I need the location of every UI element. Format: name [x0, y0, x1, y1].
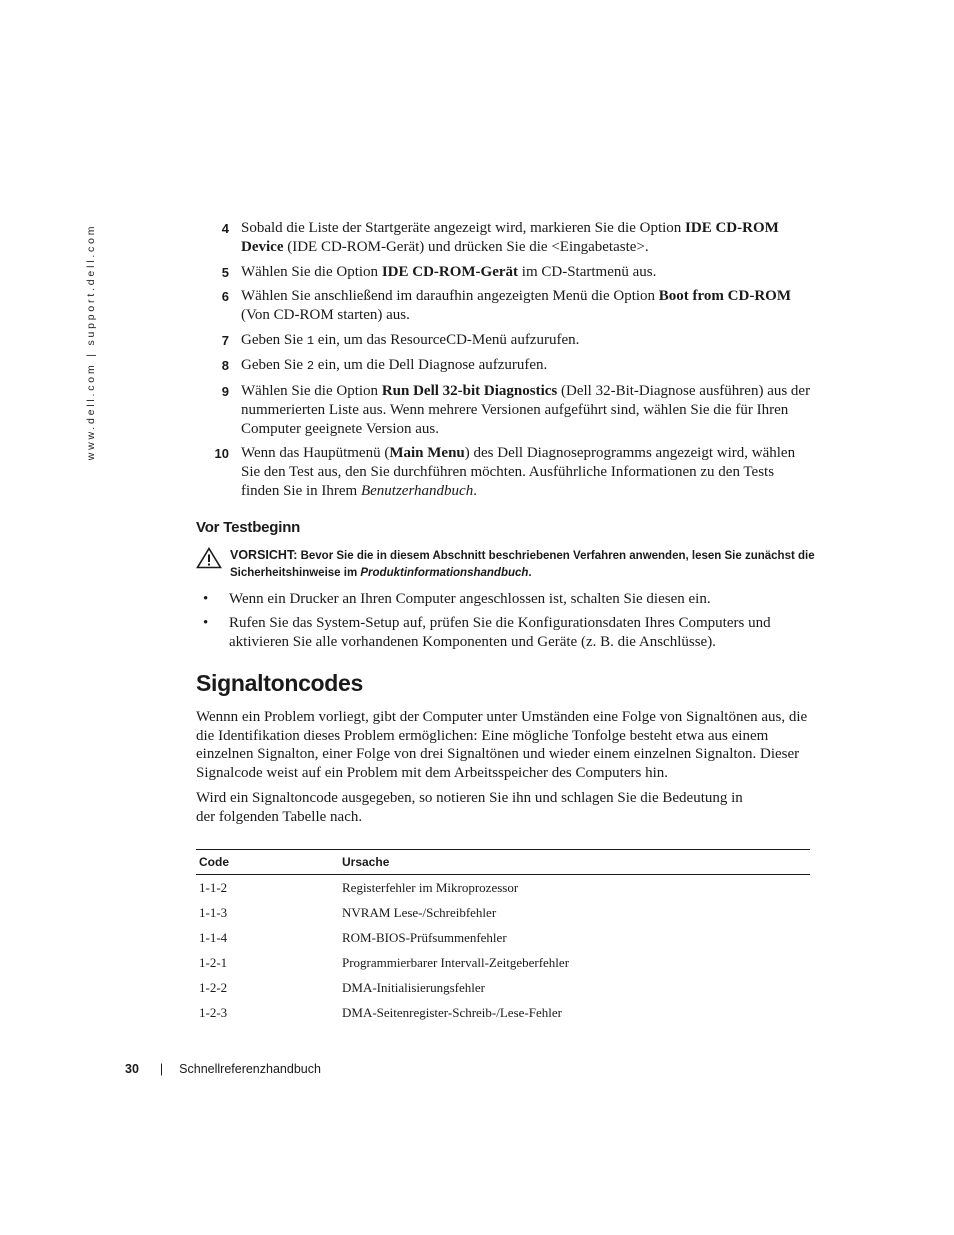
step-option-name: Main Menu	[389, 445, 465, 461]
caution-body: Bevor Sie die in diesem Abschnitt beschriebenen Verfahren anwenden, lesen Sie zunächst die Sicherheitshinweise im	[230, 550, 815, 579]
step-item	[196, 382, 816, 439]
step-text	[229, 263, 816, 282]
bullet-item	[196, 590, 816, 609]
table-row	[196, 875, 810, 901]
step-number	[196, 331, 229, 351]
section-heading: Vor Testbeginn	[196, 519, 301, 536]
warning-triangle-icon	[196, 547, 224, 581]
intro-paragraph: Wennn ein Problem vorliegt, gibt der Computer unter Umständen eine Folge von Signaltönen aus, die die Identifikation dieses Problem ermöglichen: Eine mögliche Tonfolge besteht etwa aus einem einzelnen Signalton, einer Folge von drei Signaltönen und wieder einem einzelnen Signalton. Dieser Signalcode weist auf ein Problem mit dem Arbeitsspeicher des Computers hin.	[196, 709, 808, 781]
step-option-name: Run Dell 32-bit Diagnostics	[381, 382, 558, 399]
caution-label: VORSICHT:	[230, 548, 298, 562]
step-number	[196, 263, 229, 282]
footer-separator: |	[159, 1062, 164, 1076]
step-text-part: (Dell 32-Bit-Diagnose ausführen) aus der nummerierten Liste aus. Wenn mehrere Versionen aufgeführt sind, wählen Sie die für Ihren Computer geeignete Version aus.	[241, 382, 811, 437]
table-row	[196, 1000, 810, 1025]
step-option-name: Boot from CD-ROM	[658, 288, 791, 304]
step-text-part: (IDE CD-ROM-Gerät) und drücken Sie die <Eingabetaste>.	[283, 239, 649, 255]
step-item	[196, 444, 816, 501]
step-number	[196, 356, 229, 376]
step-text-part: Geben Sie	[241, 357, 307, 373]
step-text-part: Wenn das Haupütmenü (	[241, 445, 390, 461]
cell-cause: DMA-Seitenregister-Schreib-/Lese-Fehler	[342, 1004, 562, 1020]
step-number	[196, 219, 229, 257]
table-header-row	[196, 850, 810, 875]
cell-code: 1-2-1	[199, 954, 228, 970]
step-number-text: 5	[221, 264, 229, 280]
step-number	[196, 287, 229, 325]
caution-reference: Produktinformationshandbuch	[360, 566, 529, 579]
step-number	[196, 444, 229, 501]
step-text-part: .	[473, 483, 477, 499]
step-item	[196, 356, 816, 376]
cell-cause: ROM-BIOS-Prüfsummenfehler	[342, 929, 507, 945]
bullet-list	[196, 590, 816, 657]
table-row	[196, 900, 810, 925]
table-row	[196, 975, 810, 1000]
step-text-part: Geben Sie	[241, 331, 307, 348]
page-footer	[125, 1062, 321, 1076]
step-number-text: 4	[221, 221, 229, 236]
bullet-text: Rufen Sie das System-Setup auf, prüfen Sie die Konfigurationsdaten Ihres Computers und aktivieren Sie alle vorhandenen Komponenten und Geräte (z. B. die Anschlüsse).	[229, 615, 771, 650]
step-item	[196, 287, 816, 325]
cell-cause: NVRAM Lese-/Schreibfehler	[342, 904, 497, 920]
step-text-part: ein, um das ResourceCD-Menü aufzurufen.	[314, 331, 580, 348]
bullet-dot: •	[203, 615, 209, 631]
cell-code: 1-2-3	[199, 1004, 228, 1020]
step-option-name: IDE CD-ROM Device	[241, 220, 779, 255]
step-text-part: ) des Dell Diagnoseprogramms angezeigt wird, wählen Sie den Test aus, den Sie durchführen möchten. Ausführliche Informationen zu den Tests finden Sie in Ihrem	[241, 445, 796, 499]
step-text	[229, 219, 816, 257]
step-text	[229, 444, 816, 501]
step-key-input: 2	[306, 359, 315, 373]
caution-notice	[196, 547, 816, 581]
step-list	[196, 219, 816, 507]
caution-end: .	[528, 566, 532, 579]
step-book-ref: Benutzerhandbuch	[360, 483, 474, 499]
cell-code: 1-1-4	[199, 929, 228, 945]
step-text	[229, 331, 816, 351]
beep-code-table	[196, 849, 810, 1025]
bullet-item	[196, 614, 816, 652]
step-number-text: 8	[221, 358, 229, 373]
step-text	[229, 287, 816, 325]
cell-code: 1-1-2	[199, 879, 228, 895]
sidebar-url-text: www.dell.com | support.dell.com	[85, 223, 97, 461]
table-row	[196, 950, 810, 975]
step-text	[229, 382, 816, 439]
step-item	[196, 263, 816, 282]
step-text-part: Wählen Sie anschließend im daraufhin angezeigten Menü die Option	[241, 288, 659, 304]
step-number	[196, 382, 229, 439]
main-heading: Signaltoncodes	[196, 670, 364, 696]
table-intro-paragraph: Wird ein Signaltoncode ausgegeben, so notieren Sie ihn und schlagen Sie die Bedeutung in der folgenden Tabelle nach.	[196, 790, 743, 825]
step-text-part: Wählen Sie die Option	[241, 382, 382, 399]
bullet-text: Wenn ein Drucker an Ihren Computer angeschlossen ist, schalten Sie diesen ein.	[229, 591, 711, 607]
cell-code: 1-2-2	[199, 979, 228, 995]
step-key-input: 1	[306, 333, 315, 348]
page-number: 30	[125, 1062, 139, 1076]
caution-text	[224, 547, 816, 581]
cell-cause: Registerfehler im Mikroprozessor	[342, 879, 519, 895]
step-text-part: (Von CD-ROM starten) aus.	[241, 307, 410, 323]
footer-title: Schnellreferenzhandbuch	[179, 1062, 321, 1076]
step-text-part: Wählen Sie die Option	[241, 263, 382, 280]
sidebar-url	[84, 222, 98, 462]
step-text-part: im CD-Startmenü aus.	[518, 263, 657, 280]
header-cause: Ursache	[339, 850, 810, 875]
header-code: Code	[196, 850, 339, 875]
step-text-part: ein, um die Dell Diagnose aufzurufen.	[314, 357, 548, 373]
bullet-dot: •	[203, 591, 209, 607]
step-number-text: 7	[221, 332, 229, 348]
step-text-part: Sobald die Liste der Startgeräte angezeigt wird, markieren Sie die Option	[241, 220, 686, 236]
table-row	[196, 925, 810, 950]
step-option-name: IDE CD-ROM-Gerät	[381, 263, 519, 280]
step-number-text: 9	[221, 383, 229, 399]
cell-cause: Programmierbarer Intervall-Zeitgeberfehler	[342, 954, 570, 970]
step-item	[196, 219, 816, 257]
step-number-text: 10	[214, 446, 229, 461]
step-number-text: 6	[221, 289, 229, 304]
cell-code: 1-1-3	[199, 904, 228, 920]
cell-cause: DMA-Initialisierungsfehler	[342, 979, 485, 995]
step-text	[229, 356, 816, 376]
step-item	[196, 331, 816, 351]
